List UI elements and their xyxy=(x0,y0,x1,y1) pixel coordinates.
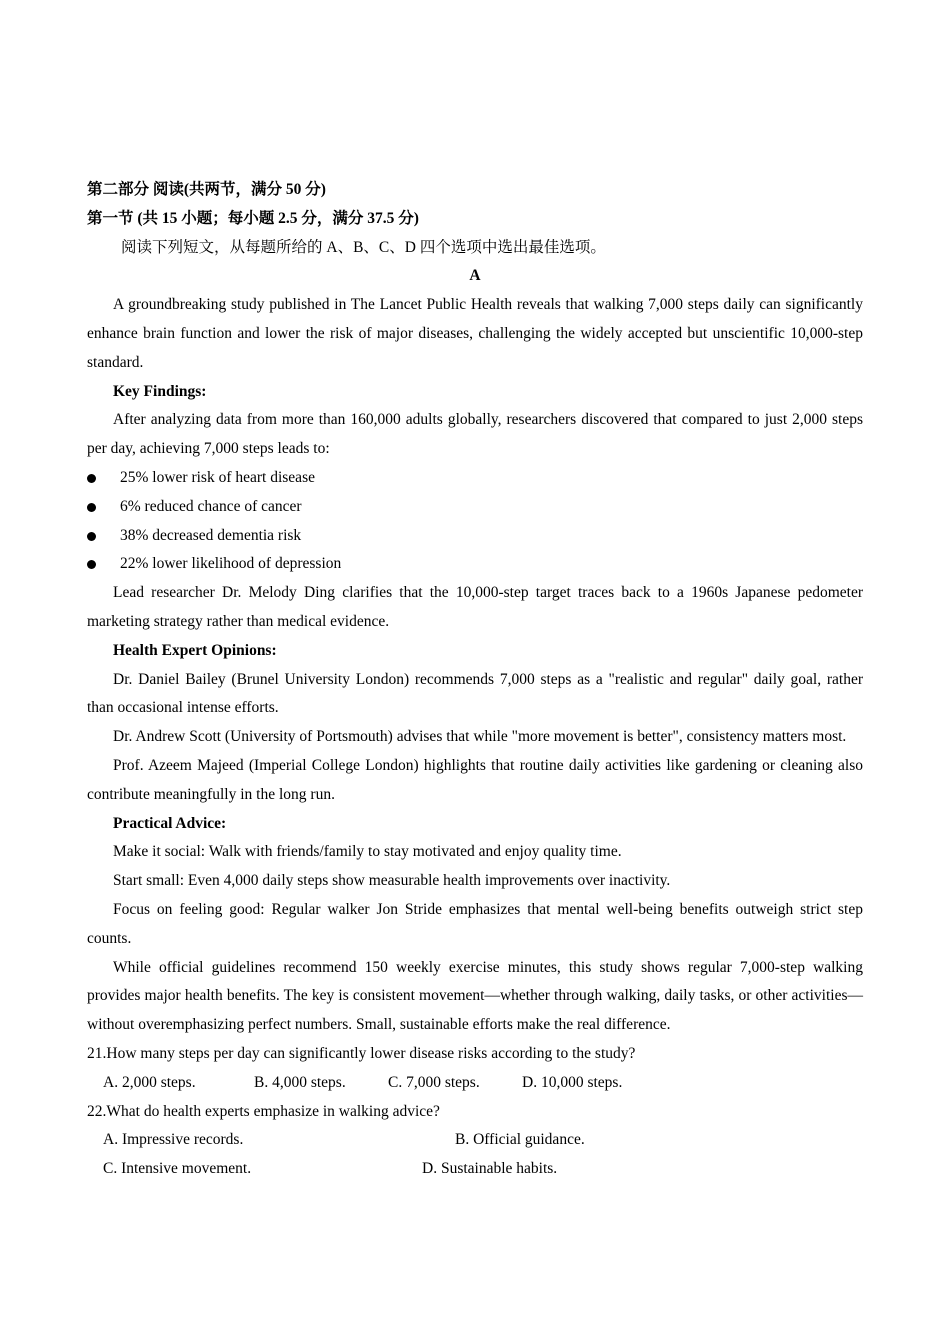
bullet-dot-icon xyxy=(87,532,96,541)
advice-item: Start small: Even 4,000 daily steps show measurable health improvements over inactivity. xyxy=(113,872,671,890)
question-21-options xyxy=(87,1069,863,1098)
option-a[interactable]: A. Impressive records. xyxy=(103,1131,244,1149)
bullet-dot-icon xyxy=(87,560,96,569)
part-title: 第二部分 阅读(共两节，满分 50 分) xyxy=(87,181,326,198)
conclusion-paragraph: While official guidelines recommend 150 weekly exercise minutes, this study shows regular 7,000-step walking provides major health benefits. The key is consistent movement—whether through walking, daily tasks, or other activities—without overemphasizing perfect numbers. Small, sustainable efforts make the real difference. xyxy=(87,958,863,1034)
option-c[interactable]: C. Intensive movement. xyxy=(103,1160,252,1178)
question-22-options-row2 xyxy=(87,1155,863,1184)
finding-item: 6% reduced chance of cancer xyxy=(87,493,863,522)
finding-item: 38% decreased dementia risk xyxy=(87,522,863,551)
expert-opinion: Dr. Andrew Scott (University of Portsmouth) advises that while "more movement is better", consistency matters most. xyxy=(113,728,847,746)
bullet-dot-icon xyxy=(87,474,96,483)
advice-item: Focus on feeling good: Regular walker Jon Stride emphasizes that mental well-being benefits outweigh strict step counts. xyxy=(87,900,863,947)
finding-item: 22% lower likelihood of depression xyxy=(87,550,863,579)
option-b[interactable]: B. Official guidance. xyxy=(455,1131,585,1149)
passage-intro: A groundbreaking study published in The Lancet Public Health reveals that walking 7,000 steps daily can significantly enhance brain function and lower the risk of major diseases, challenging the widely accepted but unscientific 10,000-step standard. xyxy=(87,296,863,371)
advice-item: Make it social: Walk with friends/family to stay motivated and enjoy quality time. xyxy=(113,843,622,861)
exam-page xyxy=(87,176,863,1184)
section-title: 第一节 (共 15 小题；每小题 2.5 分，满分 37.5 分) xyxy=(87,209,419,227)
practical-advice-heading: Practical Advice: xyxy=(113,814,227,832)
question-22-options-row1 xyxy=(87,1126,863,1155)
key-findings-text: After analyzing data from more than 160,000 adults globally, researchers discovered that compared to just 2,000 steps per day, achieving 7,000 steps leads to: xyxy=(87,411,863,458)
key-findings-heading: Key Findings: xyxy=(113,382,207,400)
instruction: 阅读下列短文，从每题所给的 A、B、C、D 四个选项中选出最佳选项。 xyxy=(121,238,606,256)
lead-researcher-paragraph: Lead researcher Dr. Melody Ding clarifies that the 10,000-step target traces back to a 1960s Japanese pedometer marketing strategy rather than medical evidence. xyxy=(87,584,863,630)
passage-label: A xyxy=(469,267,481,285)
option-b[interactable]: B. 4,000 steps. xyxy=(254,1073,346,1091)
bullet-dot-icon xyxy=(87,503,96,512)
option-c[interactable]: C. 7,000 steps. xyxy=(388,1073,480,1091)
question-21-stem: 21.How many steps per day can significantly lower disease risks according to the study? xyxy=(87,1044,636,1062)
expert-opinions-heading: Health Expert Opinions: xyxy=(113,641,277,659)
finding-item: 25% lower risk of heart disease xyxy=(87,464,863,493)
option-d[interactable]: D. Sustainable habits. xyxy=(422,1160,558,1178)
expert-opinion: Dr. Daniel Bailey (Brunel University London) recommends 7,000 steps as a "realistic and regular" daily goal, rather than occasional intense efforts. xyxy=(87,670,863,717)
expert-opinion: Prof. Azeem Majeed (Imperial College London) highlights that routine daily activities like gardening or cleaning also contribute meaningfully in the long run. xyxy=(87,756,863,803)
option-d[interactable]: D. 10,000 steps. xyxy=(522,1073,623,1091)
option-a[interactable]: A. 2,000 steps. xyxy=(103,1073,196,1091)
question-22-stem: 22.What do health experts emphasize in walking advice? xyxy=(87,1102,440,1120)
